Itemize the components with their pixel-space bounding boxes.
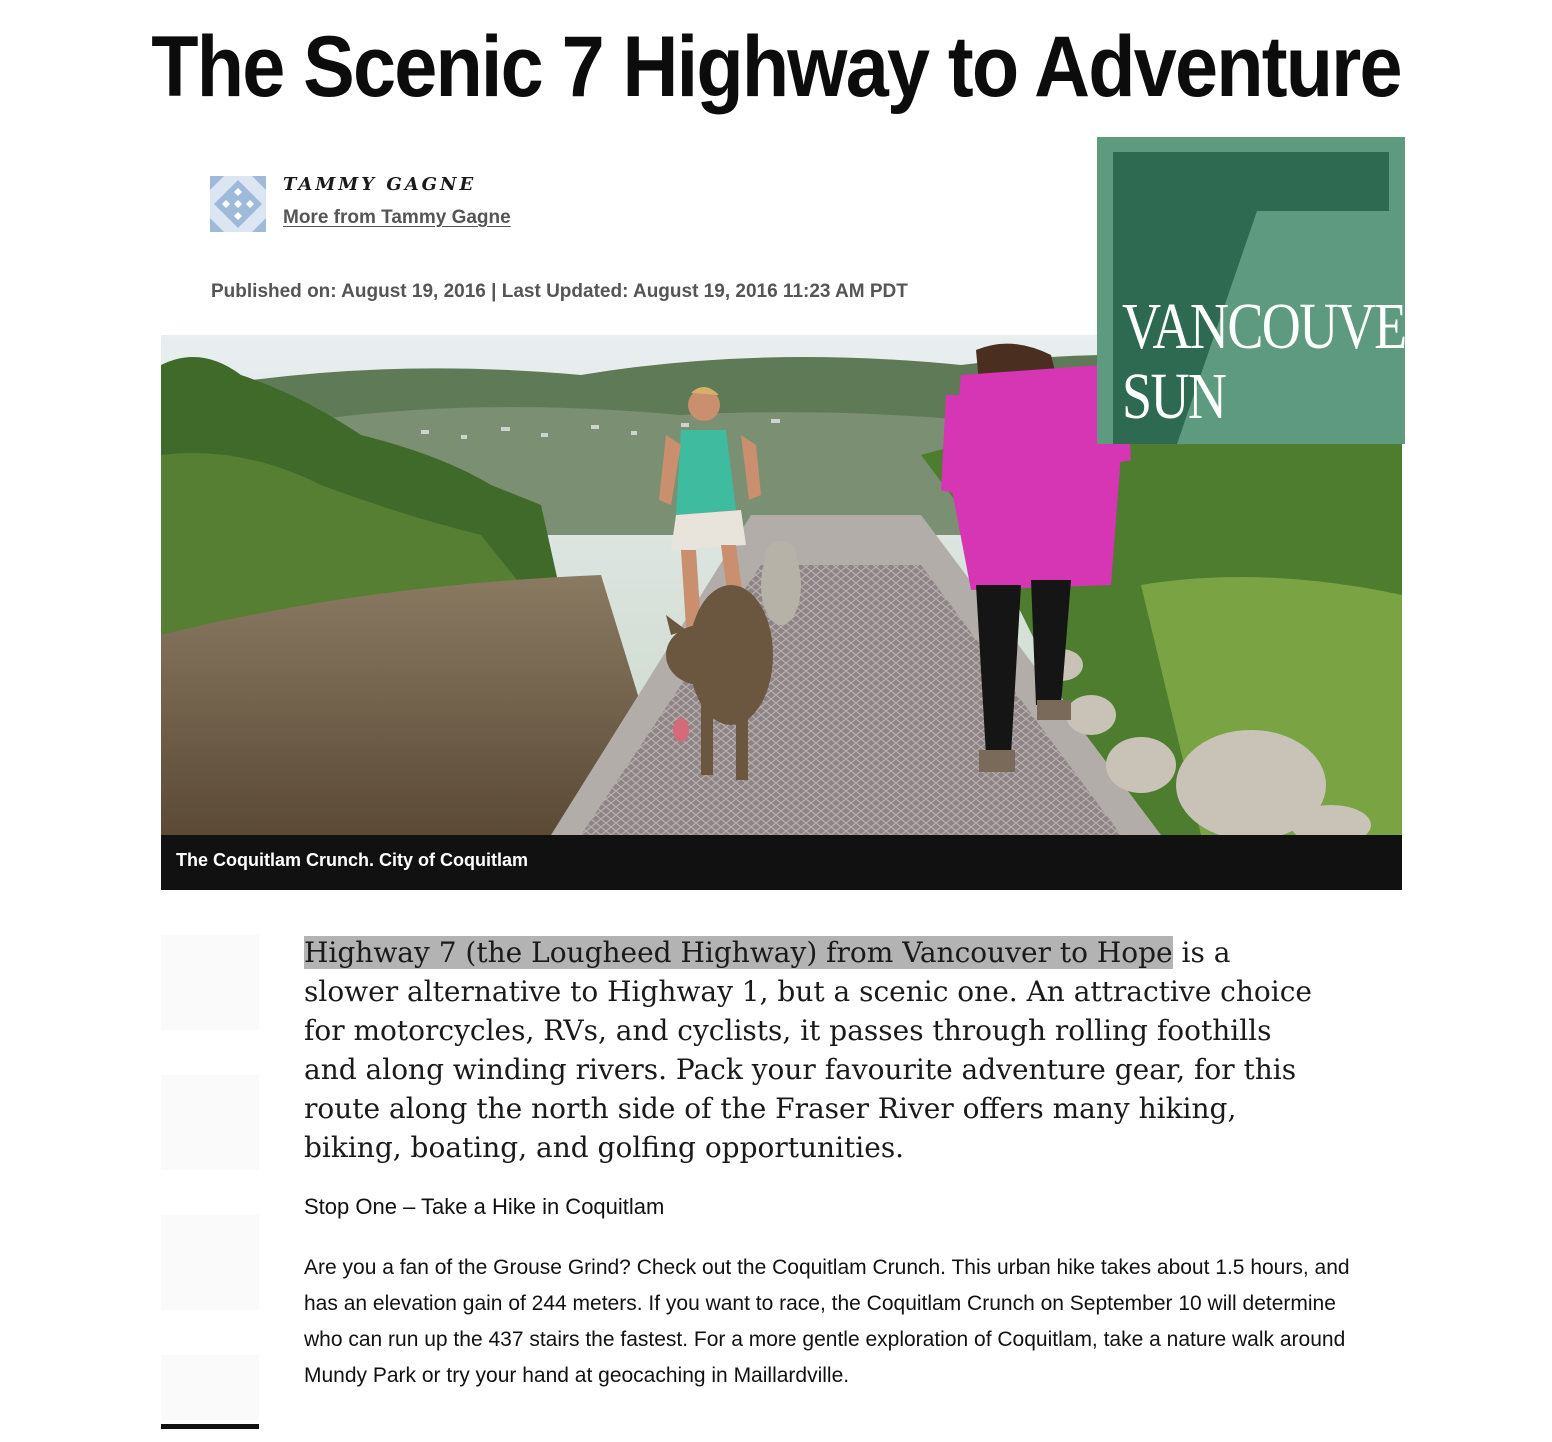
more-from-author-link[interactable]: More from Tammy Gagne	[283, 207, 511, 228]
byline	[210, 176, 511, 232]
photo-caption: The Coquitlam Crunch. City of Coquitlam	[176, 850, 528, 870]
vancouver-sun-logo	[1097, 137, 1441, 444]
logo-line-1: VANCOUVER	[1122, 290, 1441, 363]
body-paragraph: Are you a fan of the Grouse Grind? Check out the Coquitlam Crunch. This urban hike takes about 1.5 hours, and has an elevation gain of 244 meters. If you want to race, the Coquitlam Crunch on September 10 will determine who can run up the 437 stairs the fastest. For a more gentle exploration of Coquitlam, take a nature walk around Mundy Park or try your hand at geocaching in Maillardville.	[304, 1256, 1350, 1387]
article-headline: The Scenic 7 Highway to Adventure	[151, 19, 1401, 115]
author-name: TAMMY GAGNE	[283, 174, 477, 195]
sidebar-ghost-block	[161, 935, 259, 1030]
author-avatar-icon[interactable]	[210, 176, 266, 232]
lead-text: is a slower alternative to Highway 1, but a scenic one. An attractive choice for motorcycles, RVs, and cyclists, it passes through rolling foothills and along winding rivers. Pack your favourite adventure gear, for this route along the north side of the Fraser River offers many hiking, biking, boating, and golfing opportunities.	[304, 936, 1312, 1164]
section-heading: Stop One – Take a Hike in Coquitlam	[304, 1194, 665, 1219]
sidebar-ghost-block	[161, 1355, 259, 1420]
photo-caption-bar	[161, 835, 1402, 890]
byline-text	[283, 176, 511, 229]
publish-date: Published on: August 19, 2016 | Last Updated: August 19, 2016 11:23 AM PDT	[211, 281, 908, 302]
logo-line-2: SUN	[1122, 360, 1226, 433]
lead-paragraph	[304, 933, 1314, 1167]
sidebar-ghost-block	[161, 1075, 259, 1170]
sidebar-ghost-block	[161, 1215, 259, 1310]
lead-highlight: Highway 7 (the Lougheed Highway) from Vancouver to Hope	[304, 936, 1173, 969]
sidebar-rule	[161, 1424, 259, 1429]
